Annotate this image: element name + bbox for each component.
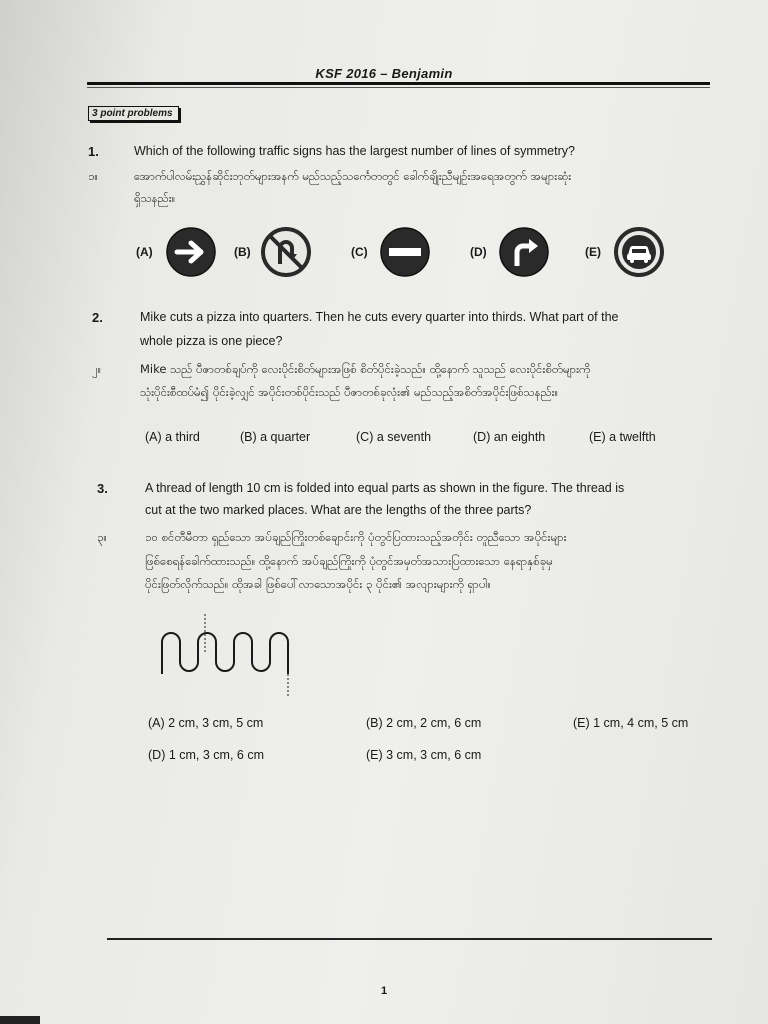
no-entry-sign-icon: [379, 226, 431, 278]
folded-thread-figure: [150, 612, 320, 698]
question-3-mm-text-line2: ဖြစ်စေရန်ခေါက်ထားသည်။ ထို့နောက် အပ်ချည်ကြိုးကို ပုံတွင်အမှတ်အသားပြထားသော နေရာနှစ်ခုမှ: [145, 554, 553, 568]
q3-option-e-second: (E) 3 cm, 3 cm, 6 cm: [366, 748, 482, 762]
no-u-turn-sign-icon: [260, 226, 312, 278]
page-number: 1: [380, 985, 388, 997]
question-2-text-line2: whole pizza is one piece?: [140, 334, 283, 348]
question-1-mm-number: ၁။: [88, 169, 98, 183]
question-2-mm-number: ၂။: [92, 362, 102, 376]
page-header-title: KSF 2016 – Benjamin: [315, 66, 453, 81]
question-3-text-line2: cut at the two marked places. What are the lengths of the three parts?: [145, 503, 532, 517]
question-3-mm-text-line1: ၁၀ စင်တီမီတာ ရှည်သော အပ်ချည်ကြိုးတစ်ချောင်းကို ပုံတွင်ပြထားသည့်အတိုင်း တူညီသော အပိုင်းများ: [145, 530, 567, 544]
q3-option-e-first: (E) 1 cm, 4 cm, 5 cm: [573, 716, 689, 730]
question-1-mm-text-line2: ရှိသနည်း။: [134, 191, 176, 205]
q1-option-c-label: (C): [351, 245, 368, 259]
turn-right-sign-icon: [498, 226, 550, 278]
q2-option-a: (A) a third: [145, 430, 200, 444]
footer-rule: [107, 938, 712, 940]
question-1-text: Which of the following traffic signs has the largest number of lines of symmetry?: [134, 144, 575, 158]
question-2-mm-text-line1: Mike သည် ပီဇာတစ်ချပ်ကို လေးပိုင်းစိတ်များအဖြစ် စိတ်ပိုင်းခဲ့သည်။ ထို့နောက် သူသည် လေးပိုင်းစိတ်များကို: [140, 362, 591, 376]
header-rule-thin: [87, 87, 710, 88]
q3-option-d: (D) 1 cm, 3 cm, 6 cm: [148, 748, 264, 762]
q1-option-e-label: (E): [585, 245, 601, 259]
q2-option-e: (E) a twelfth: [589, 430, 656, 444]
question-3-mm-number: ၃။: [97, 530, 107, 544]
question-3-text-line1: A thread of length 10 cm is folded into equal parts as shown in the figure. The thread is: [145, 481, 625, 495]
q2-option-b: (B) a quarter: [240, 430, 311, 444]
q2-option-c: (C) a seventh: [356, 430, 432, 444]
q3-option-b: (B) 2 cm, 2 cm, 6 cm: [366, 716, 482, 730]
header-rule: [87, 82, 710, 85]
question-3-number: 3.: [97, 481, 108, 496]
q1-option-d-label: (D): [470, 245, 487, 259]
q1-option-a-label: (A): [136, 245, 153, 259]
q2-option-d: (D) an eighth: [473, 430, 546, 444]
page-corner-shadow: [0, 1016, 40, 1024]
question-3-mm-text-line3: ပိုင်းဖြတ်လိုက်သည်။ ထိုအခါ ဖြစ်ပေါ်လာသောအပိုင်း ၃ ပိုင်း၏ အလျားများကို ရှာပါ။: [145, 577, 491, 591]
question-2-number: 2.: [92, 310, 103, 325]
question-1-mm-text-line1: အောက်ပါလမ်းညွှန်ဆိုင်းဘုတ်များအနက် မည်သည့်သင်္ကေတတွင် ခေါက်ချိုးညီမျဉ်းအရေအတွက် အများဆုံး: [134, 169, 572, 183]
q1-option-b-label: (B): [234, 245, 251, 259]
q3-option-a: (A) 2 cm, 3 cm, 5 cm: [148, 716, 264, 730]
question-1-number: 1.: [88, 144, 99, 159]
question-2-mm-text-line2: သုံးပိုင်းစီထပ်မံ၍ ပိုင်းခဲ့လျှင် အပိုင်းတစ်ပိုင်းသည် ပီဇာတစ်ခုလုံး၏ မည်သည့်အစိတ်အပိုင်းဖြစ်သနည်း။: [140, 385, 559, 399]
car-sign-icon: [613, 226, 665, 278]
question-2-text-line1: Mike cuts a pizza into quarters. Then he cuts every quarter into thirds. What part of the: [140, 310, 619, 324]
section-badge: 3 point problems: [88, 106, 179, 121]
arrow-right-sign-icon: [165, 226, 217, 278]
